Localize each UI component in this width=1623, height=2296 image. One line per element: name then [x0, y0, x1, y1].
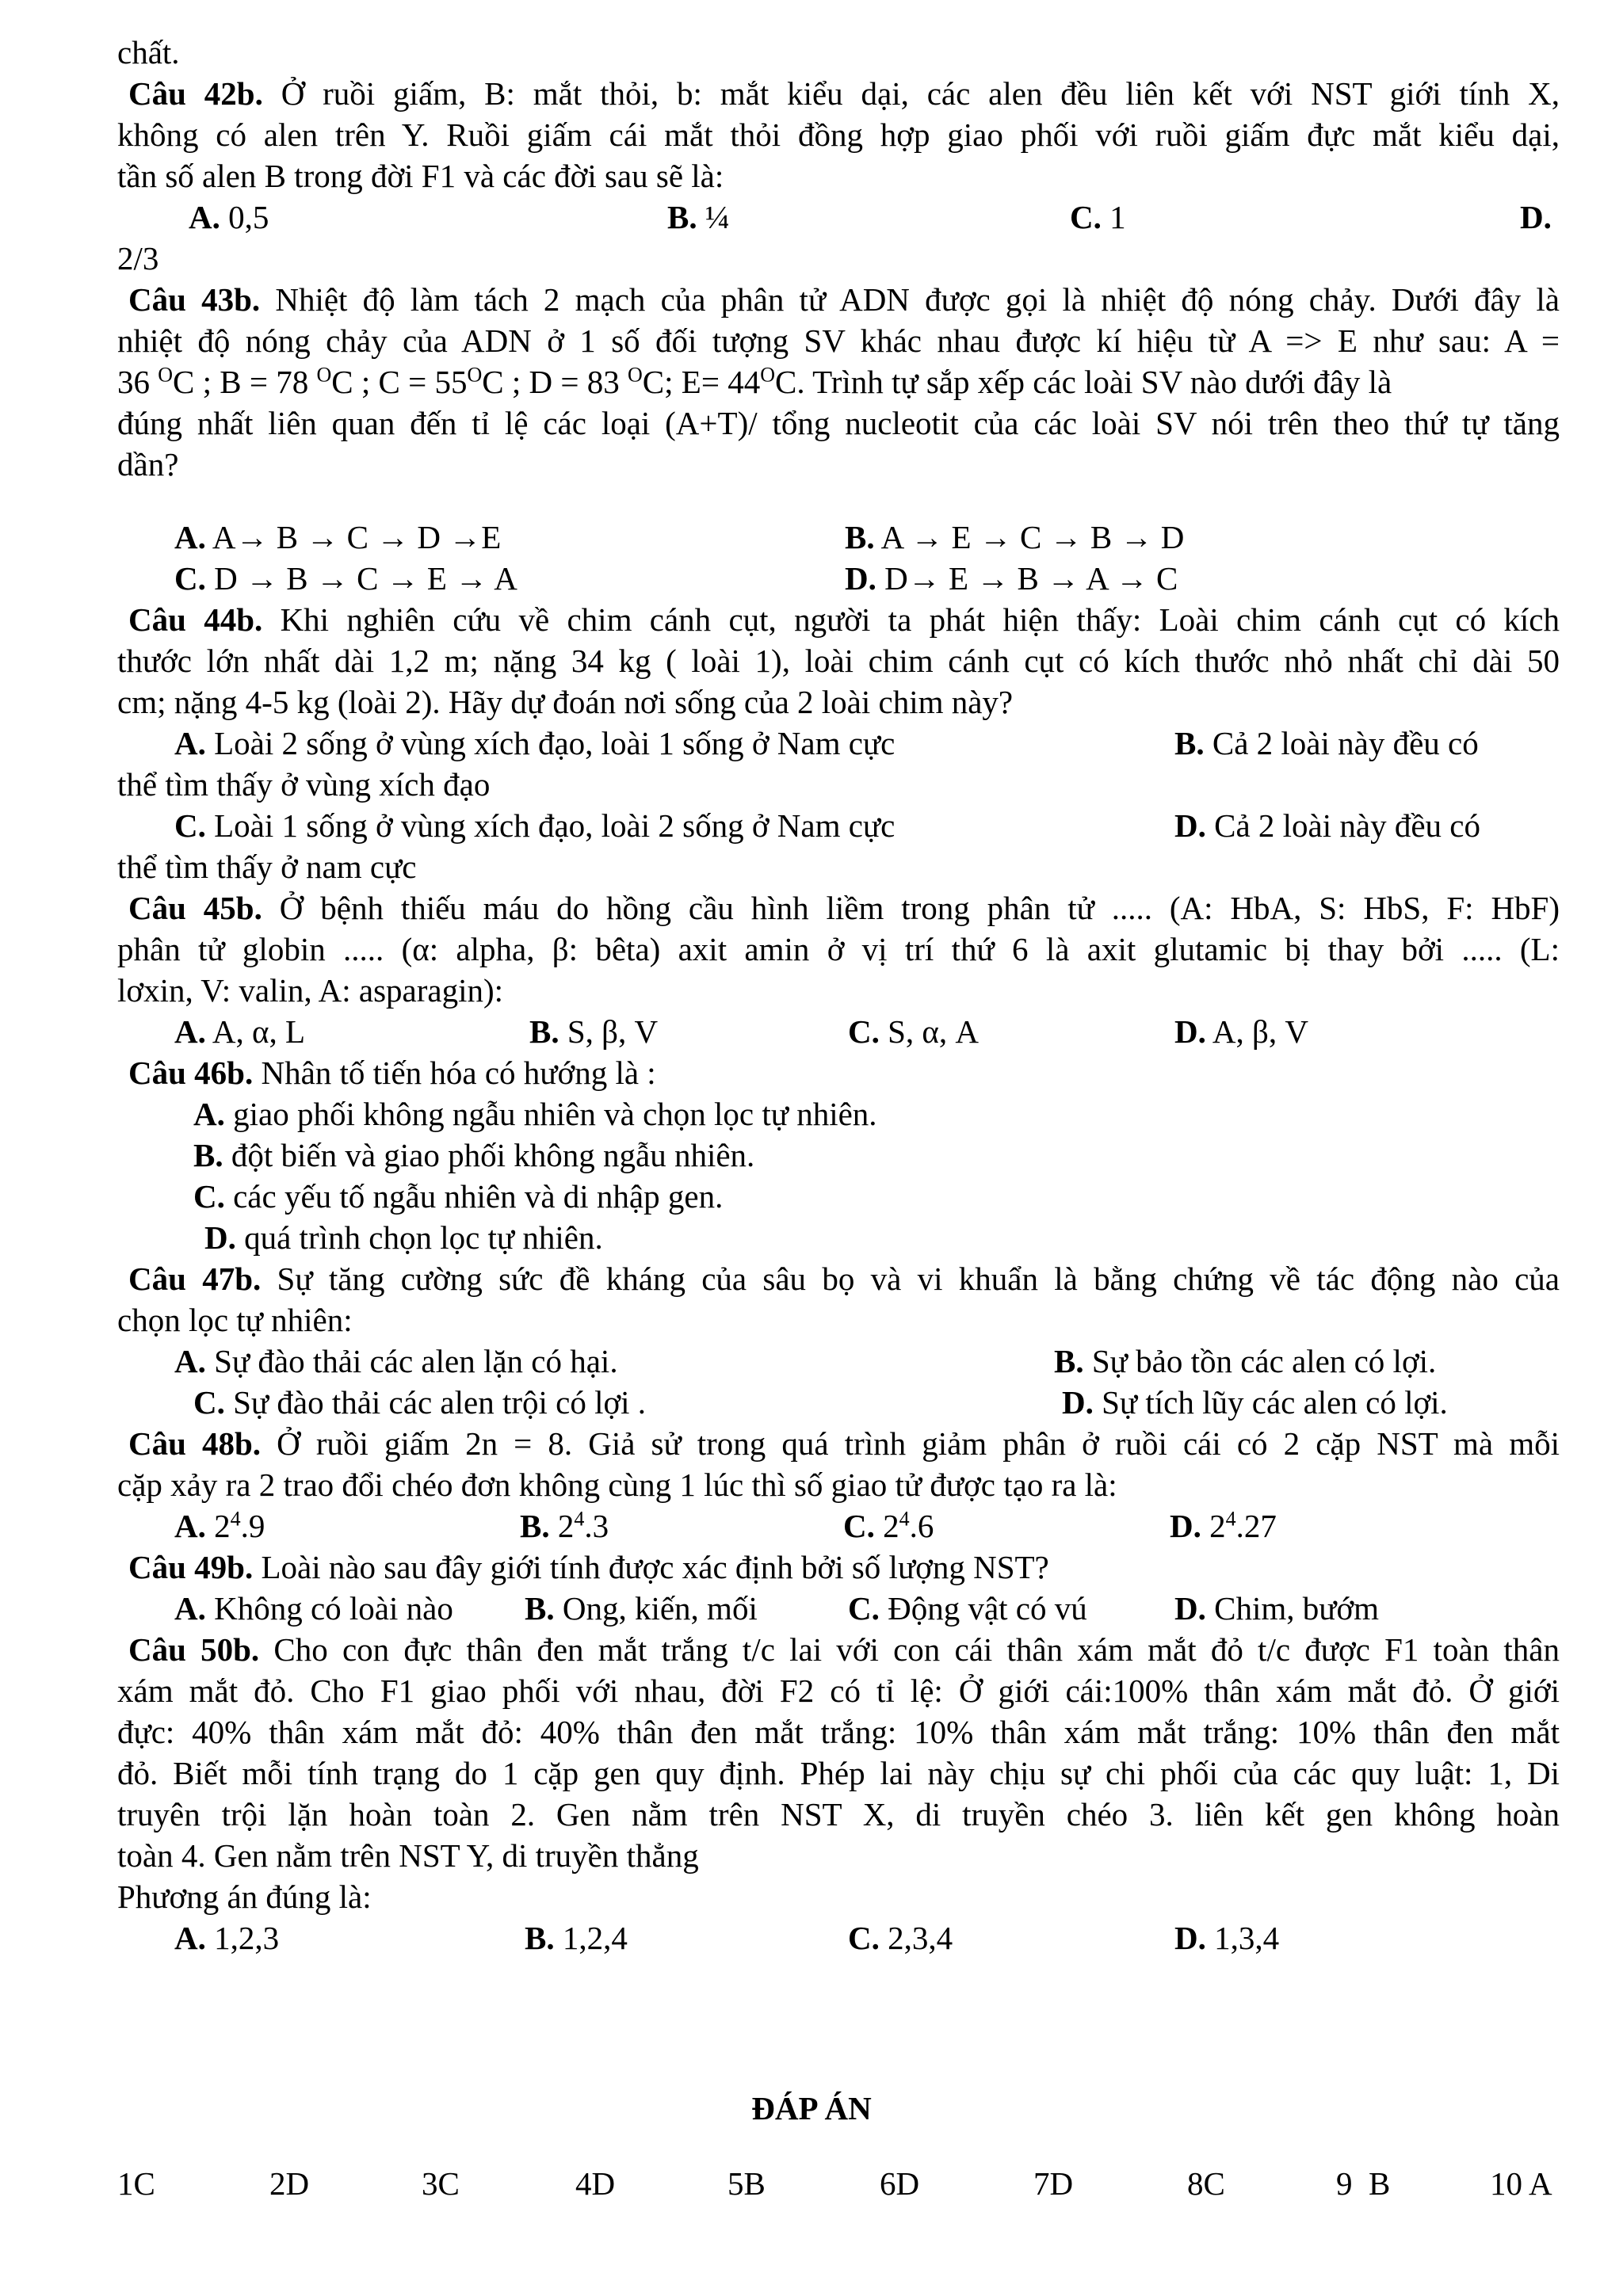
- option-b: B. $2^4.3$: [520, 1507, 609, 1544]
- question-46-line-1: Câu 46b. Nhân tố tiến hóa có hướng là :: [128, 1055, 656, 1091]
- question-50-line-3: đực: 40% thân xám mắt đỏ: 40% thân đen mắt trắng: 10% thân xám mắt trắng: 10% thân đen mắt: [117, 1714, 1560, 1750]
- option-a: A. 1,2,3: [174, 1920, 280, 1956]
- option-a: A. A→ B → C → D →E: [174, 519, 502, 555]
- question-43-line-4: đúng nhất liên quan đến tỉ lệ các loại (A+T)/ tổng nucleotit của các loài SV nói trên theo thứ tự tăng: [117, 405, 1560, 441]
- question-45-line-1: Câu 45b. Ở bệnh thiếu máu do hồng cầu hình liềm trong phân tử ..... (A: HbA, S: HbS, F: HbF): [128, 890, 1560, 926]
- question-50-line-2: xám mắt đỏ. Cho F1 giao phối với nhau, đời F2 có tỉ lệ: Ở giới cái:100% thân xám mắt đỏ. Ở giới: [117, 1672, 1560, 1709]
- option-b: B. 1,2,4: [525, 1920, 628, 1956]
- option-d: D. Sự tích lũy các alen có lợi.: [1062, 1384, 1448, 1421]
- option-d: D. Cả 2 loài này đều có: [1174, 807, 1480, 844]
- answer-item: 6D: [880, 2165, 920, 2202]
- answer-key-title: ĐÁP ÁN: [751, 2090, 872, 2126]
- question-45-line-2: phân tử globin ..... (α: alpha, β: bêta) axit amin ở vị trí thứ 6 là axit glutamic bị thay bởi ..... (L:: [117, 931, 1560, 967]
- question-50-line-5: truyên trội lặn hoàn toàn 2. Gen nằm trên NST X, di truyền chéo 3. liên kết gen không hoàn: [117, 1796, 1560, 1833]
- answer-item: 4D: [575, 2165, 616, 2202]
- question-42-line-2: không có alen trên Y. Ruồi giấm cái mắt thỏi đồng hợp giao phối với ruồi giấm đực mắt kiểu dại,: [117, 116, 1560, 153]
- option-c: C. S, α, A: [848, 1013, 980, 1050]
- option-d-value: 2/3: [117, 240, 159, 277]
- option-a: A. giao phối không ngẫu nhiên và chọn lọc tự nhiên.: [193, 1096, 877, 1132]
- question-44-line-2: thước lớn nhất dài 1,2 m; nặng 34 kg ( loài 1), loài chim cánh cụt có kích thước nhỏ nhất chỉ dài 50: [117, 643, 1560, 679]
- option-b: B. Sự bảo tồn các alen có lợi.: [1054, 1343, 1437, 1379]
- option-b: B. A → E → C → B → D: [845, 519, 1185, 555]
- option-c: C. $2^4.6$: [843, 1507, 934, 1544]
- option-a: A. Sự đào thải các alen lặn có hại.: [174, 1343, 618, 1379]
- option-c: C. các yếu tố ngẫu nhiên và di nhập gen.: [193, 1178, 724, 1215]
- option-b-continued: thể tìm thấy ở vùng xích đạo: [117, 766, 491, 803]
- question-47-line-1: Câu 47b. Sự tăng cường sức đề kháng của sâu bọ và vi khuẩn là bằng chứng về tác động nào của: [128, 1261, 1560, 1297]
- question-50-line-7: Phương án đúng là:: [117, 1878, 372, 1915]
- answer-item: 10 A: [1490, 2165, 1552, 2202]
- text-line: chất.: [117, 34, 180, 71]
- option-b: B. Cả 2 loài này đều có: [1174, 725, 1479, 761]
- question-44-line-3: cm; nặng 4-5 kg (loài 2). Hãy dự đoán nơi sống của 2 loài chim này?: [117, 684, 1014, 720]
- answer-item: 3C: [422, 2165, 460, 2202]
- question-48-line-2: cặp xảy ra 2 trao đổi chéo đơn không cùng 1 lúc thì số giao tử được tạo ra là:: [117, 1466, 1117, 1503]
- question-43-line-2: nhiệt độ nóng chảy của ADN ở 1 số đối tượng SV khác nhau được kí hiệu từ A => E như sau: A =: [117, 322, 1560, 359]
- option-b: B. đột biến và giao phối không ngẫu nhiên.: [193, 1137, 755, 1173]
- option-d: D. Chim, bướm: [1174, 1590, 1380, 1627]
- option-d: D. $2^4.27$: [1170, 1507, 1277, 1544]
- question-43-line-3: 36 $^O$C ; B = 78 $^O$C ; $C = 55^OC$ ; D = 83 $^O$C; $E= 44^OC$. Trình tự sắp xếp các loài SV nào dưới đây là: [117, 363, 1392, 400]
- option-a: A. $2^4.9$: [174, 1507, 265, 1544]
- question-49-line-1: Câu 49b. Loài nào sau đây giới tính được xác định bởi số lượng NST?: [128, 1549, 1049, 1585]
- option-b: B. S, β, V: [529, 1013, 659, 1050]
- option-c: C. Loài 1 sống ở vùng xích đạo, loài 2 sống ở Nam cực: [174, 807, 896, 844]
- answer-item: 2D: [269, 2165, 310, 2202]
- option-d: D. 1,3,4: [1174, 1920, 1280, 1956]
- question-50-line-6: toàn 4. Gen nằm trên NST Y, di truyền thẳng: [117, 1837, 699, 1874]
- option-c: C. Động vật có vú: [848, 1590, 1087, 1627]
- option-d-continued: thể tìm thấy ở nam cực: [117, 849, 417, 885]
- answer-item: 8C: [1187, 2165, 1225, 2202]
- option-c: C. Sự đào thải các alen trội có lợi .: [193, 1384, 647, 1421]
- question-47-line-2: chọn lọc tự nhiên:: [117, 1302, 353, 1338]
- question-43-line-5: dần?: [117, 446, 179, 482]
- option-d: D. A, β, V: [1174, 1013, 1308, 1050]
- answer-item: 9 B: [1336, 2165, 1391, 2202]
- option-a: A. Không có loài nào: [174, 1590, 453, 1627]
- option-d: D. D→ E → B → A → C: [845, 560, 1178, 597]
- question-43-line-1: Câu 43b. Nhiệt độ làm tách 2 mạch của phân tử ADN được gọi là nhiệt độ nóng chảy. Dưới đây là: [128, 281, 1560, 318]
- option-a: A. Loài 2 sống ở vùng xích đạo, loài 1 sống ở Nam cực: [174, 725, 896, 761]
- option-a: A. 0,5: [189, 199, 269, 235]
- option-b: B. Ong, kiến, mối: [525, 1590, 758, 1627]
- question-42-line-1: Câu 42b. Ở ruồi giấm, B: mắt thỏi, b: mắt kiểu dại, các alen đều liên kết với NST giới tính X,: [128, 75, 1560, 112]
- option-c: C. 2,3,4: [848, 1920, 953, 1956]
- answer-key-row: [117, 2163, 1560, 2210]
- option-c: C. 1: [1070, 199, 1126, 235]
- option-c: C. D → B → C → E → A: [174, 560, 517, 597]
- answer-item: 5B: [727, 2165, 766, 2202]
- answer-item: 7D: [1033, 2165, 1074, 2202]
- answer-item: 1C: [117, 2165, 155, 2202]
- question-44-line-1: Câu 44b. Khi nghiên cứu về chim cánh cụt, người ta phát hiện thấy: Loài chim cánh cụt có kích: [128, 601, 1560, 638]
- question-48-line-1: Câu 48b. Ở ruồi giấm 2n = 8. Giả sử trong quá trình giảm phân ở ruồi cái có 2 cặp NST mà mỗi: [128, 1425, 1560, 1462]
- question-42-line-3: tần số alen B trong đời F1 và các đời sau sẽ là:: [117, 158, 724, 194]
- question-50-line-1: Câu 50b. Cho con đực thân đen mắt trắng t/c lai với con cái thân xám mắt đỏ t/c được F1 toàn thân: [128, 1631, 1560, 1668]
- option-b: B. ¼: [667, 199, 730, 235]
- option-d: D. quá trình chọn lọc tự nhiên.: [204, 1219, 603, 1256]
- question-50-line-4: đỏ. Biết mỗi tính trạng do 1 cặp gen quy định. Phép lai này chịu sự chi phối của các quy luật: 1, Di: [117, 1755, 1560, 1791]
- option-d: D.: [1520, 199, 1552, 235]
- option-a: A. A, α, L: [174, 1013, 305, 1050]
- question-45-line-3: lơxin, V: valin, A: asparagin):: [117, 972, 504, 1009]
